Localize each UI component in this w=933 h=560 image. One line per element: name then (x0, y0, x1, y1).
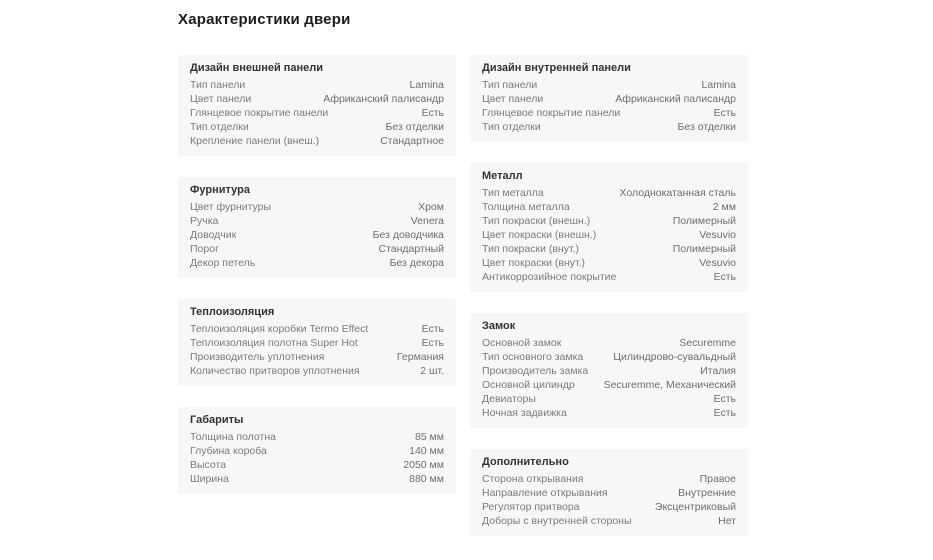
spec-value: Холоднокатанная сталь (619, 187, 736, 199)
spec-value: Есть (713, 107, 736, 119)
spec-row (482, 92, 736, 106)
spec-row (482, 486, 736, 500)
spec-label: Высота (190, 459, 227, 471)
spec-label: Основной замок (482, 337, 562, 349)
spec-row (482, 350, 736, 364)
spec-label: Тип отделки (190, 121, 249, 133)
spec-value: Нет (718, 515, 736, 527)
spec-value: Securemme, Механический (603, 379, 736, 391)
spec-value: 140 мм (409, 445, 444, 457)
spec-card (470, 313, 748, 428)
spec-label: Доборы с внутренней стороны (482, 515, 632, 527)
spec-label: Тип покраски (внут.) (482, 243, 580, 255)
spec-value: Хром (418, 201, 444, 213)
spec-card-title: Габариты (190, 414, 244, 426)
spec-label: Теплоизоляция полотна Super Hot (190, 337, 358, 349)
spec-card (178, 299, 456, 386)
spec-card-title: Дополнительно (482, 456, 569, 468)
spec-value: Есть (421, 323, 444, 335)
spec-value: Без отделки (385, 121, 444, 133)
spec-label: Цвет фурнитуры (190, 201, 272, 213)
spec-value: Без доводчика (372, 229, 444, 241)
spec-row (482, 228, 736, 242)
spec-label: Антикоррозийное покрытие (482, 271, 617, 283)
spec-row (190, 350, 444, 364)
spec-card-title: Фурнитура (190, 184, 250, 196)
spec-card-title: Замок (482, 320, 516, 332)
spec-row (482, 120, 736, 134)
spec-label: Цвет панели (190, 93, 252, 105)
spec-card-title: Металл (482, 170, 523, 182)
spec-value: Правое (699, 473, 736, 485)
spec-value: 2050 мм (403, 459, 444, 471)
spec-label: Порог (190, 243, 219, 255)
spec-card (470, 55, 748, 142)
spec-value: Lamina (409, 79, 444, 91)
spec-label: Тип металла (482, 187, 544, 199)
spec-row (482, 336, 736, 350)
spec-label: Цвет покраски (внешн.) (482, 229, 597, 241)
spec-label: Регулятор притвора (482, 501, 580, 513)
spec-label: Ручка (190, 215, 219, 227)
spec-label: Тип отделки (482, 121, 541, 133)
spec-label: Производитель уплотнения (190, 351, 325, 363)
spec-row (482, 500, 736, 514)
spec-row (482, 364, 736, 378)
spec-value: Vesuvio (699, 257, 736, 269)
spec-card (178, 55, 456, 156)
spec-row (482, 472, 736, 486)
spec-row (482, 256, 736, 270)
spec-row (190, 120, 444, 134)
spec-row (482, 406, 736, 420)
spec-label: Глянцевое покрытие панели (482, 107, 621, 119)
spec-row (190, 458, 444, 472)
spec-row (190, 106, 444, 120)
spec-value: Vesuvio (699, 229, 736, 241)
spec-label: Ширина (190, 473, 229, 485)
spec-row (190, 364, 444, 378)
spec-row (190, 134, 444, 148)
spec-label: Теплоизоляция коробки Termo Effect (190, 323, 369, 335)
spec-value: Venera (410, 215, 444, 227)
spec-value: Эксцентриковый (654, 501, 736, 513)
spec-value: Стандартный (378, 243, 444, 255)
spec-value: Цилиндрово-сувальдный (613, 351, 736, 363)
spec-row (190, 336, 444, 350)
spec-card (470, 163, 748, 292)
spec-value: Полимерный (672, 243, 736, 255)
spec-value: Securemme (679, 337, 736, 349)
spec-row (190, 322, 444, 336)
spec-label: Декор петель (190, 257, 256, 269)
spec-row (190, 78, 444, 92)
spec-value: 2 шт. (420, 365, 444, 377)
spec-label: Сторона открывания (482, 473, 584, 485)
spec-label: Глянцевое покрытие панели (190, 107, 329, 119)
spec-value: Италия (700, 365, 736, 377)
page-title: Характеристики двери (178, 11, 351, 28)
spec-label: Основной цилиндр (482, 379, 575, 391)
spec-row (190, 444, 444, 458)
spec-row (190, 256, 444, 270)
spec-label: Направление открывания (482, 487, 608, 499)
spec-label: Цвет покраски (внут.) (482, 257, 586, 269)
spec-card (178, 177, 456, 278)
spec-card-title: Теплоизоляция (190, 306, 275, 318)
spec-value: Есть (421, 107, 444, 119)
spec-label: Тип панели (190, 79, 246, 91)
spec-value: Есть (713, 407, 736, 419)
spec-value: 85 мм (414, 431, 444, 443)
spec-row (482, 242, 736, 256)
spec-row (482, 200, 736, 214)
spec-row (482, 78, 736, 92)
spec-card-title: Дизайн внутренней панели (482, 62, 631, 74)
spec-value: Африканский палисандр (615, 93, 736, 105)
spec-label: Девиаторы (482, 393, 536, 405)
spec-value: Внутренние (678, 487, 736, 499)
spec-value: Есть (713, 271, 736, 283)
spec-row (482, 214, 736, 228)
spec-value: Полимерный (672, 215, 736, 227)
spec-value: Стандартное (380, 135, 444, 147)
spec-row (482, 186, 736, 200)
spec-value: Без декора (389, 257, 444, 269)
spec-label: Тип панели (482, 79, 538, 91)
spec-label: Производитель замка (482, 365, 589, 377)
spec-row (190, 242, 444, 256)
spec-value: 2 мм (712, 201, 736, 213)
spec-value: Германия (396, 351, 444, 363)
spec-value: Есть (421, 337, 444, 349)
spec-label: Тип покраски (внешн.) (482, 215, 591, 227)
spec-row (190, 472, 444, 486)
spec-label: Количество притворов уплотнения (190, 365, 360, 377)
spec-value: 880 мм (409, 473, 444, 485)
spec-grid (178, 55, 748, 536)
spec-row (190, 92, 444, 106)
spec-row (482, 106, 736, 120)
spec-card-title: Дизайн внешней панели (190, 62, 324, 74)
spec-row (482, 514, 736, 528)
spec-card (470, 449, 748, 536)
spec-label: Тип основного замка (482, 351, 584, 363)
spec-label: Крепление панели (внеш.) (190, 135, 320, 147)
spec-label: Ночная задвижка (482, 407, 567, 419)
spec-value: Lamina (701, 79, 736, 91)
spec-row (190, 200, 444, 214)
spec-row (190, 228, 444, 242)
spec-row (482, 378, 736, 392)
spec-column-right (470, 55, 748, 536)
spec-value: Есть (713, 393, 736, 405)
spec-label: Доводчик (190, 229, 237, 241)
spec-row (482, 392, 736, 406)
spec-label: Цвет панели (482, 93, 544, 105)
spec-value: Африканский палисандр (323, 93, 444, 105)
spec-column-left (178, 55, 456, 536)
spec-value: Без отделки (677, 121, 736, 133)
spec-card (178, 407, 456, 494)
spec-label: Толщина полотна (190, 431, 276, 443)
spec-row (482, 270, 736, 284)
spec-label: Глубина короба (190, 445, 267, 457)
spec-row (190, 214, 444, 228)
spec-label: Толщина металла (482, 201, 570, 213)
spec-row (190, 430, 444, 444)
